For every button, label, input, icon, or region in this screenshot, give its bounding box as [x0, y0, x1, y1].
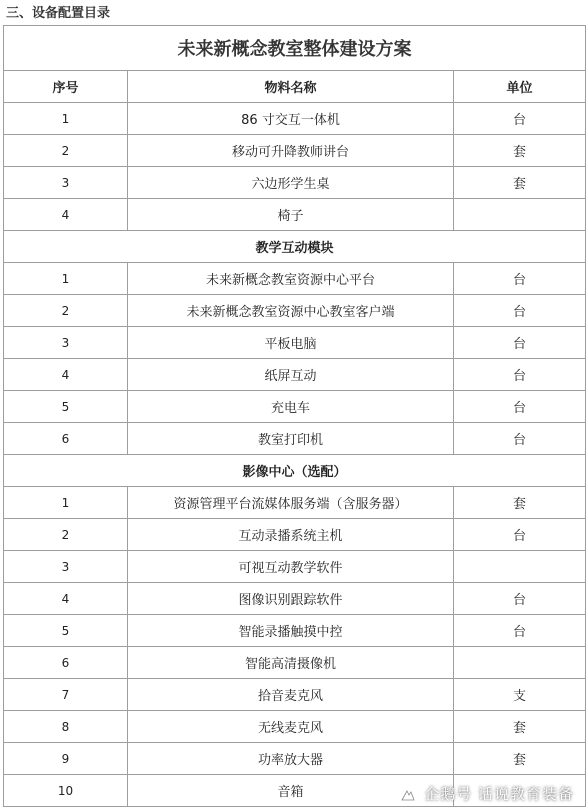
cell-unit: 台	[454, 583, 586, 615]
header-name: 物料名称	[128, 71, 454, 103]
table-row	[4, 679, 586, 711]
cell-index: 5	[4, 615, 128, 647]
cell-name: 音箱	[128, 775, 454, 807]
header-unit: 单位	[454, 71, 586, 103]
table-row	[4, 103, 586, 135]
section-title: 教学互动模块	[4, 231, 586, 263]
cell-name: 智能高清摄像机	[128, 647, 454, 679]
cell-index: 2	[4, 519, 128, 551]
cell-index: 7	[4, 679, 128, 711]
cell-name: 互动录播系统主机	[128, 519, 454, 551]
cell-index: 5	[4, 391, 128, 423]
equipment-table	[3, 25, 586, 807]
table-row	[4, 647, 586, 679]
table-row	[4, 263, 586, 295]
cell-index: 6	[4, 423, 128, 455]
cell-name: 未来新概念教室资源中心教室客户端	[128, 295, 454, 327]
table-title: 未来新概念教室整体建设方案	[4, 26, 586, 71]
cell-index: 1	[4, 263, 128, 295]
header-index: 序号	[4, 71, 128, 103]
cell-name: 拾音麦克风	[128, 679, 454, 711]
table-row	[4, 295, 586, 327]
cell-unit: 台	[454, 295, 586, 327]
table-row	[4, 135, 586, 167]
cell-index: 1	[4, 103, 128, 135]
table-row	[4, 391, 586, 423]
cell-unit: 台	[454, 103, 586, 135]
cell-unit: 台	[454, 359, 586, 391]
cell-index: 2	[4, 135, 128, 167]
table-row	[4, 551, 586, 583]
cell-name: 未来新概念教室资源中心平台	[128, 263, 454, 295]
table-header-row	[4, 71, 586, 103]
cell-unit: 套	[454, 743, 586, 775]
section-heading: 三、设备配置目录	[6, 6, 111, 21]
cell-unit: 套	[454, 487, 586, 519]
section-row	[4, 231, 586, 263]
cell-index: 10	[4, 775, 128, 807]
cell-name: 平板电脑	[128, 327, 454, 359]
table-row	[4, 615, 586, 647]
cell-unit: 台	[454, 327, 586, 359]
cell-unit: 台	[454, 391, 586, 423]
cell-unit	[454, 647, 586, 679]
cell-unit: 台	[454, 519, 586, 551]
cell-name: 六边形学生桌	[128, 167, 454, 199]
table-row	[4, 423, 586, 455]
table-row	[4, 167, 586, 199]
cell-name: 可视互动教学软件	[128, 551, 454, 583]
section-title: 影像中心（选配）	[4, 455, 586, 487]
table-row	[4, 359, 586, 391]
table-row	[4, 519, 586, 551]
cell-index: 2	[4, 295, 128, 327]
table-row	[4, 199, 586, 231]
cell-name: 无线麦克风	[128, 711, 454, 743]
cell-index: 8	[4, 711, 128, 743]
cell-unit	[454, 551, 586, 583]
section-row	[4, 455, 586, 487]
watermark-text: 企鹅号 话说教育装备	[424, 785, 574, 803]
cell-index: 3	[4, 551, 128, 583]
cell-index: 1	[4, 487, 128, 519]
cell-index: 4	[4, 359, 128, 391]
cell-name: 充电车	[128, 391, 454, 423]
cell-name: 图像识别跟踪软件	[128, 583, 454, 615]
cell-unit	[454, 199, 586, 231]
cell-unit: 台	[454, 615, 586, 647]
cell-index: 4	[4, 199, 128, 231]
cell-name: 纸屏互动	[128, 359, 454, 391]
cell-unit: 台	[454, 423, 586, 455]
cell-index: 3	[4, 167, 128, 199]
table-row	[4, 583, 586, 615]
table-row	[4, 327, 586, 359]
cell-unit: 台	[454, 263, 586, 295]
cell-index: 9	[4, 743, 128, 775]
cell-index: 6	[4, 647, 128, 679]
penguin-logo-icon	[400, 788, 416, 802]
cell-index: 3	[4, 327, 128, 359]
cell-name: 智能录播触摸中控	[128, 615, 454, 647]
table-row	[4, 711, 586, 743]
table-row	[4, 743, 586, 775]
table-title-row	[4, 26, 586, 71]
table-row	[4, 487, 586, 519]
cell-unit: 套	[454, 711, 586, 743]
cell-name: 86 寸交互一体机	[128, 103, 454, 135]
cell-name: 移动可升降教师讲台	[128, 135, 454, 167]
cell-unit: 套	[454, 167, 586, 199]
cell-name: 资源管理平台流媒体服务端（含服务器）	[128, 487, 454, 519]
cell-name: 功率放大器	[128, 743, 454, 775]
watermark	[400, 783, 574, 804]
cell-name: 教室打印机	[128, 423, 454, 455]
cell-unit: 套	[454, 135, 586, 167]
cell-index: 4	[4, 583, 128, 615]
cell-unit: 支	[454, 679, 586, 711]
cell-name: 椅子	[128, 199, 454, 231]
